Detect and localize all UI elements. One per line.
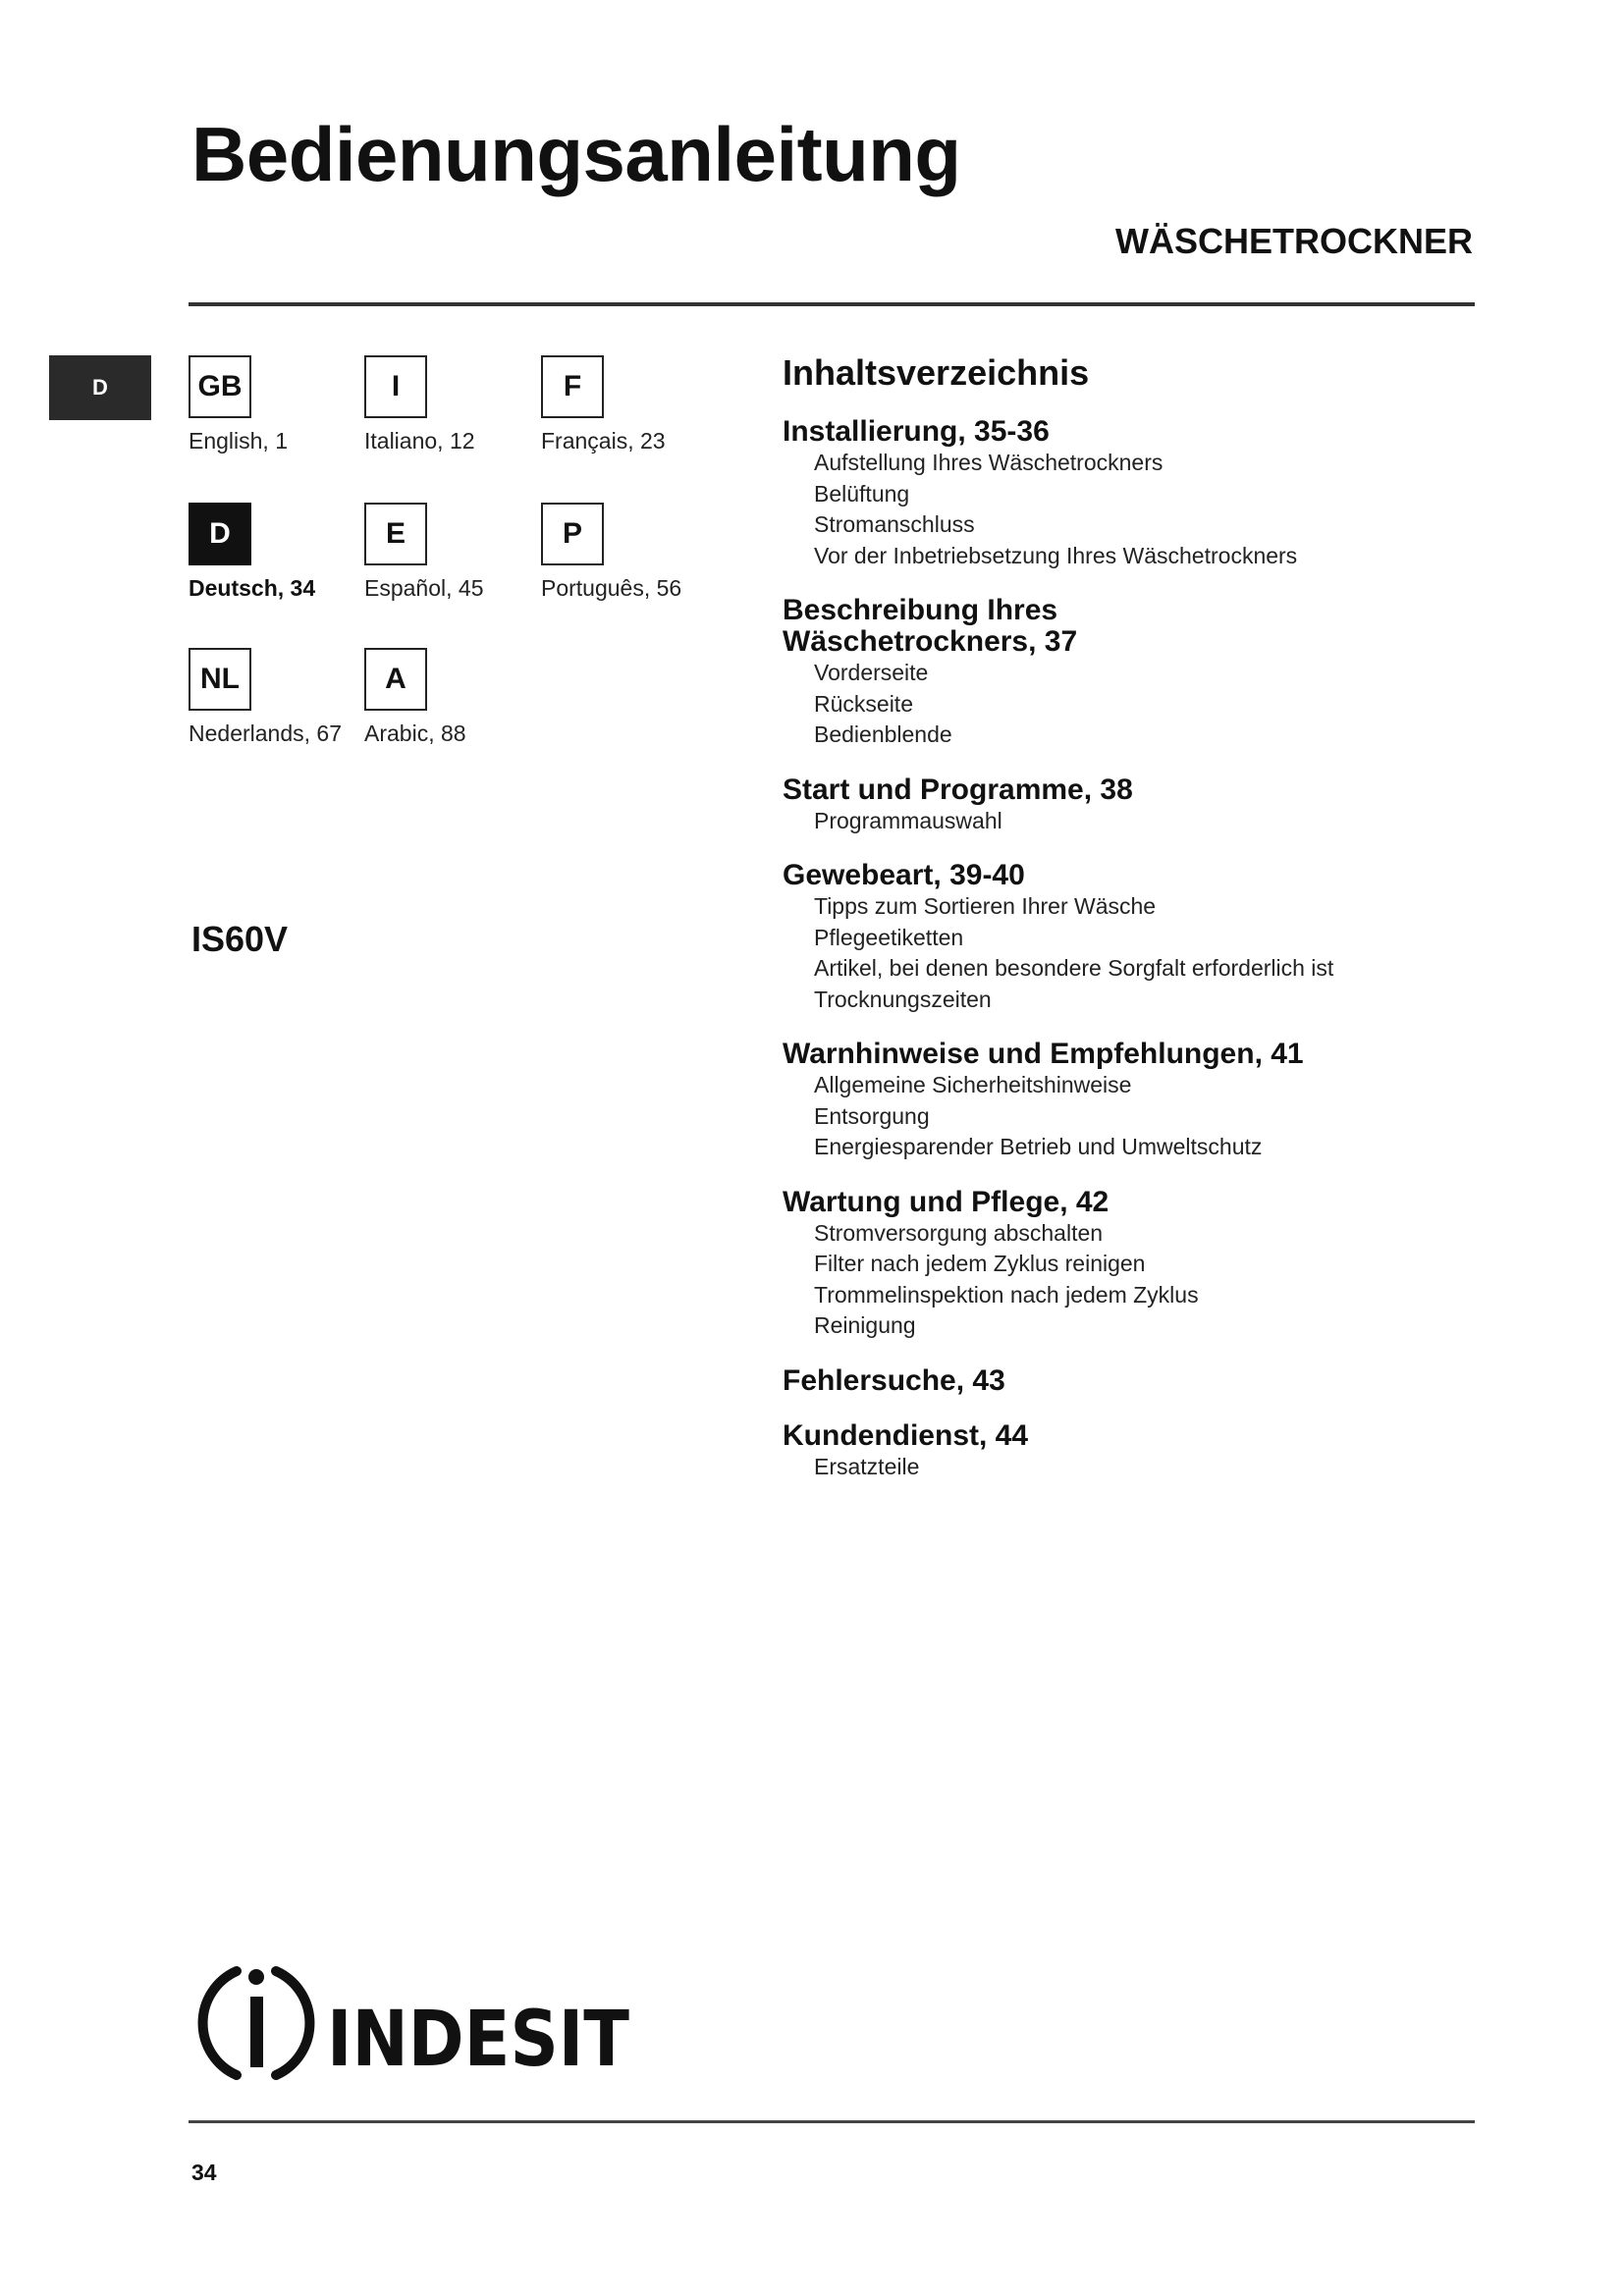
language-link-f[interactable] <box>541 355 728 454</box>
toc-subitem[interactable]: Entsorgung <box>814 1102 930 1129</box>
brand-name: INDESIT <box>327 1996 629 2084</box>
toc-section <box>783 1365 1489 1397</box>
toc-subitem[interactable]: Stromversorgung abschalten <box>814 1219 1104 1246</box>
language-code-box: NL <box>189 648 251 711</box>
toc-subitems <box>783 1452 1489 1483</box>
language-label: Français, 23 <box>541 428 666 454</box>
toc-section <box>783 860 1489 1015</box>
toc-subitems <box>783 658 1489 751</box>
toc-section-heading[interactable]: Fehlersuche, 43 <box>783 1363 1005 1397</box>
language-link-gb[interactable] <box>189 355 375 454</box>
toc-section <box>783 1187 1489 1342</box>
indesit-logo <box>191 1959 643 2087</box>
language-link-a[interactable] <box>364 648 551 747</box>
toc-subitem[interactable]: Trommelinspektion nach jedem Zyklus <box>814 1281 1199 1308</box>
toc-heading-line: Beschreibung Ihres <box>783 594 1058 626</box>
toc-subitem[interactable]: Pflegeetiketten <box>814 924 964 950</box>
toc-title: Inhaltsverzeichnis <box>783 352 1090 393</box>
toc-subitem[interactable]: Energiesparender Betrieb und Umweltschutz <box>814 1134 1263 1159</box>
toc-subitem[interactable]: Vor der Inbetriebsetzung Ihres Wäschetrockners <box>814 542 1298 568</box>
toc-subitem[interactable]: Trocknungszeiten <box>814 986 992 1012</box>
document-title: Bedienungsanleitung <box>191 111 961 197</box>
toc-section-heading[interactable]: Warnhinweise und Empfehlungen, 41 <box>783 1038 1304 1070</box>
language-link-nl[interactable] <box>189 648 375 747</box>
toc-subitem[interactable]: Stromanschluss <box>814 511 975 537</box>
toc-subitem[interactable]: Reinigung <box>814 1312 916 1338</box>
language-link-i[interactable] <box>364 355 551 454</box>
toc-subitems <box>783 806 1489 837</box>
toc-section-heading[interactable]: Kundendienst, 44 <box>783 1418 1029 1452</box>
language-label: English, 1 <box>189 428 289 454</box>
indesit-emblem-icon <box>203 1969 310 2075</box>
toc-section <box>783 1420 1489 1483</box>
toc-subitems <box>783 1070 1489 1163</box>
toc-subitems <box>783 891 1489 1015</box>
toc-subitem[interactable]: Rückseite <box>814 690 913 717</box>
language-side-tab: D <box>49 355 151 420</box>
toc-subitem[interactable]: Bedienblende <box>814 721 952 747</box>
toc-subitem[interactable]: Artikel, bei denen besondere Sorgfalt erforderlich ist <box>814 955 1334 981</box>
header-divider <box>189 302 1475 306</box>
footer-divider <box>189 2120 1475 2123</box>
toc-section-heading[interactable]: Installierung, 35-36 <box>783 415 1050 448</box>
language-label: Nederlands, 67 <box>189 721 342 746</box>
toc-subitem[interactable]: Filter nach jedem Zyklus reinigen <box>814 1251 1146 1276</box>
table-of-contents <box>783 416 1489 1506</box>
toc-section <box>783 416 1489 571</box>
product-type-subtitle: WÄSCHETROCKNER <box>1115 221 1473 261</box>
language-label: Português, 56 <box>541 575 682 601</box>
toc-section <box>783 1039 1489 1163</box>
page-number: 34 <box>191 2160 217 2185</box>
toc-subitems <box>783 448 1489 571</box>
toc-section-heading[interactable] <box>783 595 1489 658</box>
toc-section-heading[interactable]: Wartung und Pflege, 42 <box>783 1185 1110 1218</box>
toc-section-heading[interactable]: Start und Programme, 38 <box>783 773 1133 806</box>
toc-subitem[interactable]: Aufstellung Ihres Wäschetrockners <box>814 450 1164 475</box>
toc-subitem[interactable]: Allgemeine Sicherheitshinweise <box>814 1072 1132 1097</box>
toc-section <box>783 595 1489 751</box>
language-code-box: D <box>189 503 251 565</box>
language-code-box: F <box>541 355 604 418</box>
language-code-box: A <box>364 648 427 711</box>
toc-subitem[interactable]: Programmauswahl <box>814 807 1002 833</box>
toc-section <box>783 774 1489 837</box>
language-code-box: P <box>541 503 604 565</box>
language-link-p[interactable] <box>541 503 728 602</box>
language-label: Español, 45 <box>364 575 484 601</box>
toc-subitem[interactable]: Vorderseite <box>814 660 929 685</box>
toc-heading-line: Wäschetrockners, 37 <box>783 625 1078 658</box>
language-link-e[interactable] <box>364 503 551 602</box>
toc-subitems <box>783 1218 1489 1342</box>
language-label: Italiano, 12 <box>364 428 475 454</box>
language-label: Deutsch, 34 <box>189 575 316 601</box>
language-link-d[interactable] <box>189 503 375 602</box>
model-number: IS60V <box>191 919 289 959</box>
toc-subitem[interactable]: Ersatzteile <box>814 1453 920 1479</box>
toc-subitem[interactable]: Tipps zum Sortieren Ihrer Wäsche <box>814 893 1157 919</box>
language-code-box: GB <box>189 355 251 418</box>
language-code-box: I <box>364 355 427 418</box>
toc-subitem[interactable]: Belüftung <box>814 480 910 507</box>
language-label: Arabic, 88 <box>364 721 466 746</box>
language-code-box: E <box>364 503 427 565</box>
toc-section-heading[interactable]: Gewebeart, 39-40 <box>783 859 1025 891</box>
